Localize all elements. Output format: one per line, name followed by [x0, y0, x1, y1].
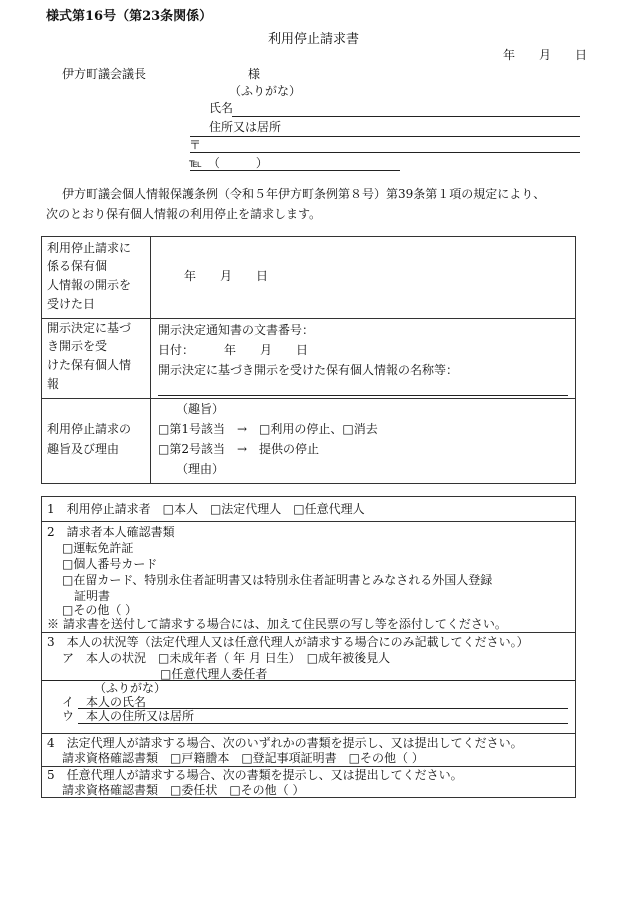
id-doc-option[interactable]: □運転免許証 — [62, 541, 134, 555]
section-2-heading: 2 請求者本人確認書類 — [47, 525, 175, 539]
table-row-divider — [42, 632, 575, 633]
section-1-requester[interactable]: 1 利用停止請求者 □本人 □法定代理人 □任意代理人 — [47, 502, 365, 516]
furigana-label: （ふりがな） — [229, 84, 302, 98]
row2-label-line: けた保有個人情 — [47, 358, 132, 372]
section-5-documents[interactable]: 請求資格確認書類 □委任状 □その他（ ） — [62, 783, 305, 797]
postal-underline — [190, 152, 580, 153]
notice-date-field[interactable]: 日付： 年 月 日 — [158, 343, 309, 357]
section-3-heading: 3 本人の状況等（法定代理人又は任意代理人が請求する場合にのみ記載してください。） — [47, 635, 529, 649]
sama: 様 — [248, 67, 261, 81]
id-doc-option-cont: 証明書 — [62, 589, 111, 603]
name-label: 氏名 — [209, 101, 234, 115]
info-name-underline — [158, 395, 568, 396]
section-5-heading: 5 任意代理人が請求する場合、次の書類を提示し、又は提出してください。 — [47, 768, 463, 782]
table-row-divider — [42, 733, 575, 734]
reason-heading: （理由） — [176, 462, 225, 476]
disclosure-date-field[interactable]: 年 月 日 — [184, 269, 269, 283]
id-doc-option[interactable]: □在留カード、特別永住者証明書又は特別永住者証明書とみなされる外国人登録 — [62, 573, 493, 587]
principal-status[interactable]: ア 本人の状況 □未成年者（ 年 月 日生） □成年被後見人 — [62, 651, 391, 665]
intro-line-2: 次のとおり保有個人情報の利用停止を請求します。 — [46, 207, 322, 221]
intro-line-1: 伊方町議会個人情報保護条例（令和５年伊方町条例第８号）第39条第１項の規定により、 — [62, 187, 546, 201]
name-underline — [232, 116, 580, 117]
purpose-option-2[interactable]: □第2号該当 → 提供の停止 — [158, 442, 320, 456]
table-column-divider — [150, 237, 151, 483]
principal-name-field[interactable]: イ 本人の氏名 — [62, 695, 147, 709]
row1-label-line: 係る保有個 — [47, 259, 108, 273]
table-row-divider — [42, 766, 575, 767]
section-2-note: ※ 請求書を送付して請求する場合には、加えて住民票の写し等を添付してください。 — [47, 617, 507, 631]
purpose-heading: （趣旨） — [176, 402, 225, 416]
table-row-divider — [42, 398, 575, 399]
section-4-documents[interactable]: 請求資格確認書類 □戸籍謄本 □登記事項証明書 □その他（ ） — [62, 751, 424, 765]
row1-label-line: 受けた日 — [47, 297, 96, 311]
tel-underline — [190, 170, 400, 171]
principal-address-underline — [78, 723, 568, 724]
form-number: 様式第16号（第23条関係） — [46, 9, 213, 24]
postal-mark: 〒 — [189, 138, 202, 152]
row1-label-line: 利用停止請求に — [47, 241, 132, 255]
row2-label-line: 報 — [47, 377, 60, 391]
page-title: 利用停止請求書 — [268, 32, 360, 47]
principal-status-option[interactable]: □任意代理人委任者 — [160, 667, 268, 681]
purpose-option-1[interactable]: □第1号該当 → □利用の停止、□消去 — [158, 422, 378, 436]
principal-address-field[interactable]: ウ 本人の住所又は居所 — [62, 709, 195, 723]
row1-label-line: 人情報の開示を — [47, 278, 132, 292]
principal-furigana: （ふりがな） — [94, 681, 167, 695]
requester-info-table — [41, 496, 576, 798]
row2-label-line: 開示決定に基づ — [47, 321, 132, 335]
row3-label-line: 利用停止請求の — [47, 422, 132, 436]
document-number-field[interactable]: 開示決定通知書の文書番号： — [158, 323, 315, 337]
info-name-field[interactable]: 開示決定に基づき開示を受けた保有個人情報の名称等： — [158, 363, 459, 377]
address-underline — [190, 136, 580, 137]
tel-label: ℡ （ ） — [189, 156, 268, 170]
date-line: 年 月 日 — [503, 48, 588, 62]
table-row-divider — [42, 521, 575, 522]
id-doc-option[interactable]: □個人番号カード — [62, 557, 158, 571]
row2-label-line: き開示を受 — [47, 339, 108, 353]
id-doc-option[interactable]: □その他（ ） — [62, 603, 138, 617]
address-label: 住所又は居所 — [209, 120, 282, 134]
table-row-divider — [42, 318, 575, 319]
row3-label-line: 趣旨及び理由 — [47, 442, 120, 456]
addressee: 伊方町議会議長 — [62, 67, 147, 81]
section-4-heading: 4 法定代理人が請求する場合、次のいずれかの書類を提示し、又は提出してください。 — [47, 736, 523, 750]
request-detail-table — [41, 236, 576, 484]
